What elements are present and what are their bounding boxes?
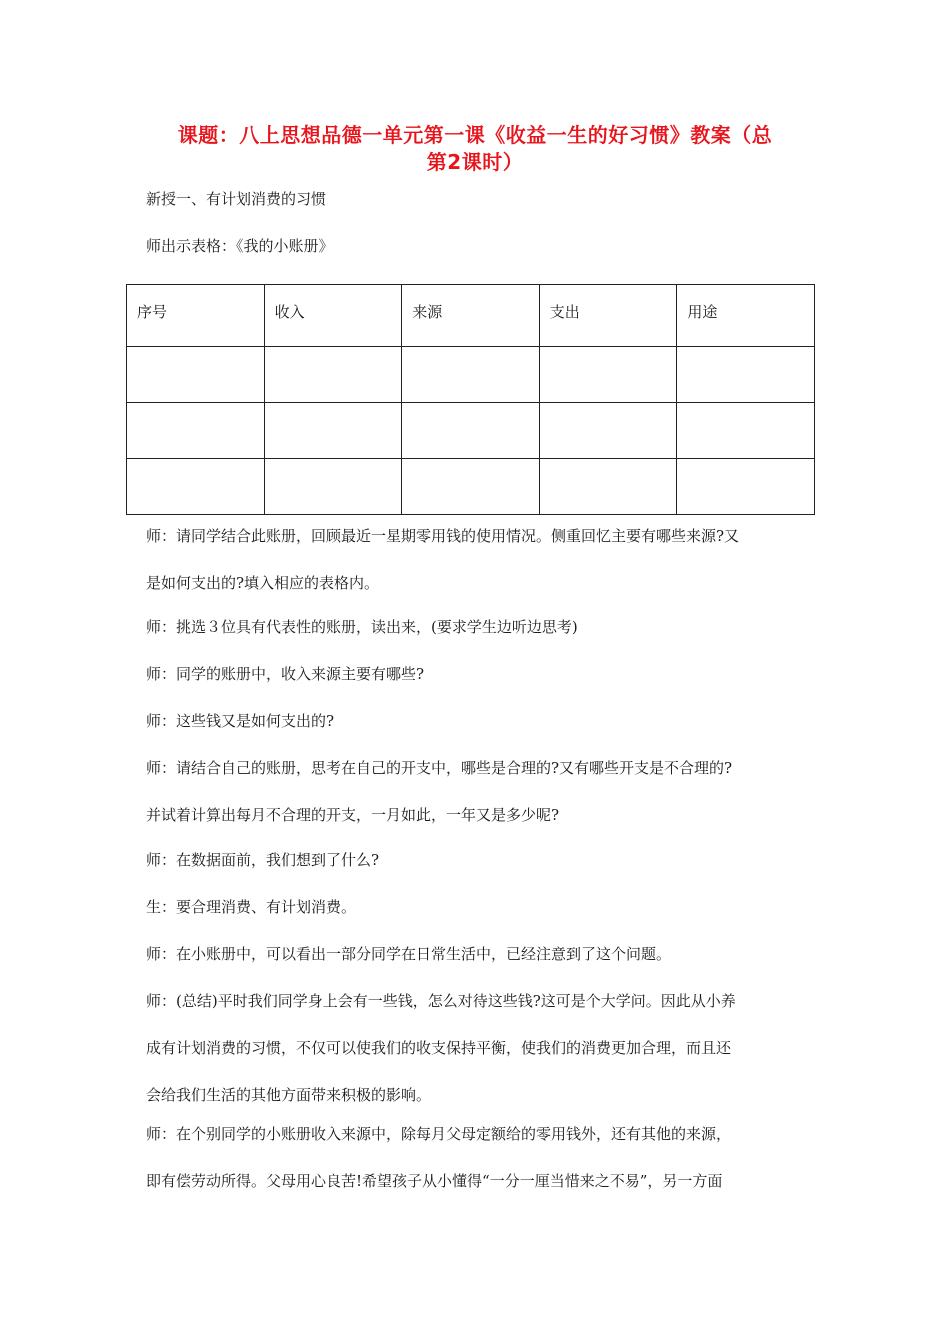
header-cell-income: 收入 xyxy=(264,285,402,347)
paragraph-4: 师：这些钱又是如何支出的? xyxy=(146,712,335,730)
lesson-title xyxy=(140,122,810,176)
table-cell xyxy=(539,459,677,515)
lesson-title-line-1: 课题：八上思想品德一单元第一课《收益一生的好习惯》教案（总 xyxy=(177,123,773,147)
table-header-row xyxy=(127,285,815,347)
paragraph-7: 生：要合理消费、有计划消费。 xyxy=(146,898,357,916)
paragraph-9-line-3: 会给我们生活的其他方面带来积极的影响。 xyxy=(146,1086,432,1104)
table-cell xyxy=(402,403,540,459)
table-intro: 师出示表格：《我的小账册》 xyxy=(146,237,334,255)
table-cell xyxy=(264,347,402,403)
paragraph-3: 师：同学的账册中，收入来源主要有哪些? xyxy=(146,665,425,683)
paragraph-9-line-2: 成有计划消费的习惯，不仅可以使我们的收支保持平衡，使我们的消费更加合理，而且还 xyxy=(146,1039,732,1057)
ledger-table xyxy=(126,284,815,515)
table-cell xyxy=(539,347,677,403)
header-cell-expense: 支出 xyxy=(539,285,677,347)
paragraph-2: 师：挑选３位具有代表性的账册，读出来，(要求学生边听边思考) xyxy=(146,618,578,636)
table-row xyxy=(127,403,815,459)
paragraph-9 xyxy=(146,994,816,1135)
table-cell xyxy=(677,347,815,403)
table-cell xyxy=(402,459,540,515)
paragraph-8: 师：在小账册中，可以看出一部分同学在日常生活中，已经注意到了这个问题。 xyxy=(146,945,672,963)
lesson-title-line-2: 第2课时） xyxy=(426,150,524,174)
header-cell-source: 来源 xyxy=(402,285,540,347)
table-cell xyxy=(677,403,815,459)
table-cell xyxy=(127,347,265,403)
table-cell xyxy=(127,459,265,515)
paragraph-10-line-1: 师：在个别同学的小账册收入来源中，除每月父母定额给的零用钱外，还有其他的来源， xyxy=(146,1125,732,1143)
table-cell xyxy=(402,347,540,403)
paragraph-5-line-1: 师：请结合自己的账册，思考在自己的开支中，哪些是合理的?又有哪些开支是不合理的? xyxy=(146,759,733,777)
header-cell-index: 序号 xyxy=(127,285,265,347)
paragraph-1-line-1: 师：请同学结合此账册，回顾最近一星期零用钱的使用情况。侧重回忆主要有哪些来源?又 xyxy=(146,527,740,545)
header-cell-purpose: 用途 xyxy=(677,285,815,347)
table-row xyxy=(127,347,815,403)
paragraph-6: 师：在数据面前，我们想到了什么? xyxy=(146,851,380,869)
paragraph-10-line-2: 即有偿劳动所得。父母用心良苦!希望孩子从小懂得“一分一厘当惜来之不易”，另一方面 xyxy=(146,1172,723,1190)
table-cell xyxy=(264,459,402,515)
paragraph-1-line-2: 是如何支出的?填入相应的表格内。 xyxy=(146,574,380,592)
section-heading: 新授一、有计划消费的习惯 xyxy=(146,190,327,208)
table-cell xyxy=(127,403,265,459)
table-cell xyxy=(264,403,402,459)
table-cell xyxy=(677,459,815,515)
paragraph-1 xyxy=(146,529,816,623)
paragraph-5 xyxy=(146,761,816,855)
paragraph-5-line-2: 并试着计算出每月不合理的开支，一月如此，一年又是多少呢? xyxy=(146,806,560,824)
paragraph-9-line-1: 师：(总结)平时我们同学身上会有一些钱，怎么对待这些钱?这可是个大学问。因此从小养 xyxy=(146,992,736,1010)
table-cell xyxy=(539,403,677,459)
paragraph-10 xyxy=(146,1127,816,1221)
table-row xyxy=(127,459,815,515)
